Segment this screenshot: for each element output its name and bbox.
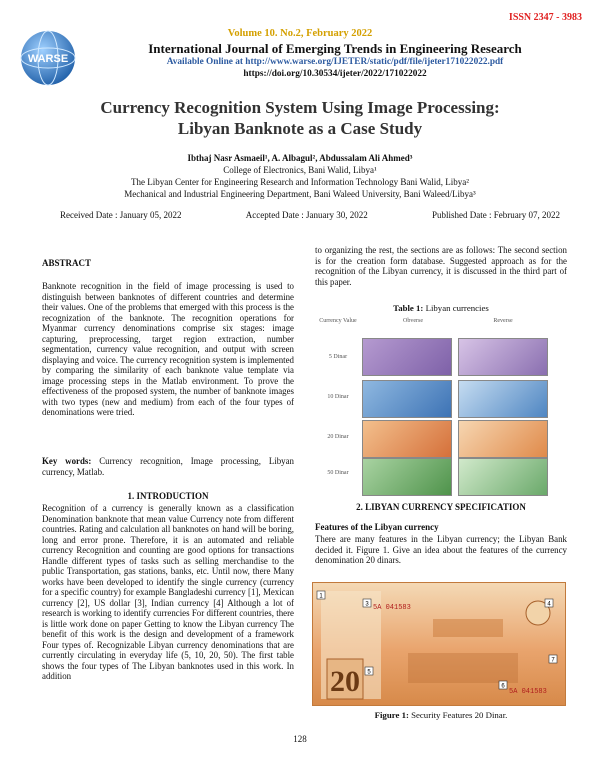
- mark-7: 7: [551, 657, 555, 664]
- mark-4: 4: [547, 601, 551, 608]
- affiliation-1: College of Electronics, Bani Walid, Libya¹: [223, 165, 377, 175]
- figure1-caption-text: Security Features 20 Dinar.: [408, 710, 508, 720]
- mark-3: 3: [365, 601, 369, 608]
- keywords: [42, 456, 294, 477]
- accepted-date: Accepted Date : January 30, 2022: [245, 210, 368, 220]
- col-header-reverse: Reverse: [493, 318, 513, 324]
- authors: Ibthaj Nasr Asmaeil¹, A. Albagul², Abdussalam Ali Ahmed³: [187, 153, 413, 163]
- currency-table: [318, 318, 550, 496]
- issn-label: ISSN 2347 - 3983: [508, 12, 582, 23]
- table1-caption: [315, 303, 567, 314]
- note-10-reverse: [458, 380, 548, 418]
- journal-title: International Journal of Emerging Trends in Engineering Research: [148, 41, 522, 56]
- note-10-obverse: [362, 380, 452, 418]
- note-20-reverse: [458, 420, 548, 458]
- logo-text: WARSE: [27, 53, 69, 65]
- keywords-label: Key words:: [42, 456, 92, 466]
- title-line-2: Libyan Banknote as a Case Study: [177, 119, 423, 138]
- figure1-caption: [315, 710, 567, 721]
- available-link[interactable]: Available Online at http://www.warse.org/IJETER/static/pdf/file/ijeter171022022.pdf: [166, 57, 504, 67]
- paper-title: [40, 97, 560, 139]
- row-label-5: 5 Dinar: [328, 354, 348, 360]
- figure-20-dinar: [312, 582, 566, 706]
- doi-link[interactable]: https://doi.org/10.30534/ijeter/2022/171022022: [243, 69, 427, 79]
- intro-continued: to organizing the rest, the sections are as follows: The second section is for the creation form database. Suggested approach as for the recognition of the Libyan currency, it is discussed in the third part of this paper.: [315, 245, 567, 287]
- note-5-obverse: [362, 338, 452, 376]
- mark-5: 5: [367, 669, 371, 676]
- abstract-heading: ABSTRACT: [42, 258, 92, 268]
- section2-subheading: Features of the Libyan currency: [315, 522, 439, 532]
- row-label-50: 50 Dinar: [327, 470, 349, 476]
- col-header-value: Currency Value: [319, 318, 357, 324]
- row-label-10: 10 Dinar: [327, 394, 349, 400]
- keywords-text: Currency recognition, Image processing, Libyan currency, Matlab.: [42, 456, 294, 477]
- note-20-obverse: [362, 420, 452, 458]
- intro-heading: 1. INTRODUCTION: [127, 491, 209, 501]
- abstract-body: Banknote recognition in the field of image processing is used to distinguish between banknotes of different countries and determine their values. One of the problems that emerged with this process is the recognization of the banknote. The recognition operations for Myanmar currency denominations comprise six stages: image capturing, preprocessing, target region extraction, number segmentation, currency value recognition, and output with screen displaying and voice. The currency recognition system is implemented by comparing the similarity of each banknote value template via image processing steps in the Matlab environment. To prove the effectiveness of the proposed system, the number of banknote images with two types (new and medium) from each of the four types of denominations were tried.: [42, 281, 294, 417]
- big-numeral: 20: [330, 665, 360, 698]
- received-date: Received Date : January 05, 2022: [60, 210, 182, 220]
- affiliation-3: Mechanical and Industrial Engineering Department, Bani Waleed University, Bani Waleed/Libya³: [124, 189, 476, 199]
- col-header-obverse: Obverse: [403, 318, 423, 324]
- table1-caption-text: Libyan currencies: [423, 303, 489, 313]
- title-line-1: Currency Recognition System Using Image Processing:: [100, 98, 500, 117]
- table1-label: Table 1:: [393, 303, 424, 313]
- mark-1: 1: [319, 593, 323, 600]
- volume-line: Volume 10. No.2, February 2022: [227, 28, 373, 39]
- section2-body: There are many features in the Libyan currency; the Libyan Bank decided it. Figure 1. Give an idea about the features of the currency denomination 20 dinars.: [315, 534, 567, 565]
- serial-bottom: 5A 041583: [509, 688, 547, 696]
- dates-row: [60, 210, 560, 220]
- note-50-obverse: [362, 458, 452, 496]
- section2-heading: 2. LIBYAN CURRENCY SPECIFICATION: [356, 502, 526, 512]
- row-label-20: 20 Dinar: [327, 434, 349, 440]
- serial-top: 5A 041583: [373, 604, 411, 612]
- note-5-reverse: [458, 338, 548, 376]
- figure1-label: Figure 1:: [374, 710, 409, 720]
- mark-6: 6: [501, 683, 505, 690]
- published-date: Published Date : February 07, 2022: [432, 210, 560, 220]
- intro-body: Recognition of a currency is generally known as a classification Denomination banknote that mean value Currency note from different countries. Rating and calculation all banknotes on hand will be boring, long and error prone. Therefore, it is an automated and reliable currency Recognition and counting are good options for transactions Handle different types of tasks such as selling merchandise to the public Transportation, gas stations, banks, etc. Until now, there Many works have been developed to identify the single currency (currency for a specific country) for example Bangladeshi currency [1], Mexican currency [2], US dollar [3], Indian currency [4] Although a lot of research is working to identify currencies For different countries, there is little work done on paper Getting to know the Libyan currency The benefit of this work is the design and development of a framework Four types of. Recognizable Libyan currency denominations that are currently circulating in everyday life (5, 10, 20, 50). The first table shows the four types of The Libyan banknotes used in this work. In addition: [42, 503, 294, 681]
- affiliation-2: The Libyan Center for Engineering Research and Information Technology Bani Walid, Libya²: [131, 177, 469, 187]
- page-number: 128: [293, 734, 307, 744]
- note-50-reverse: [458, 458, 548, 496]
- banknote-illustration: [313, 583, 566, 706]
